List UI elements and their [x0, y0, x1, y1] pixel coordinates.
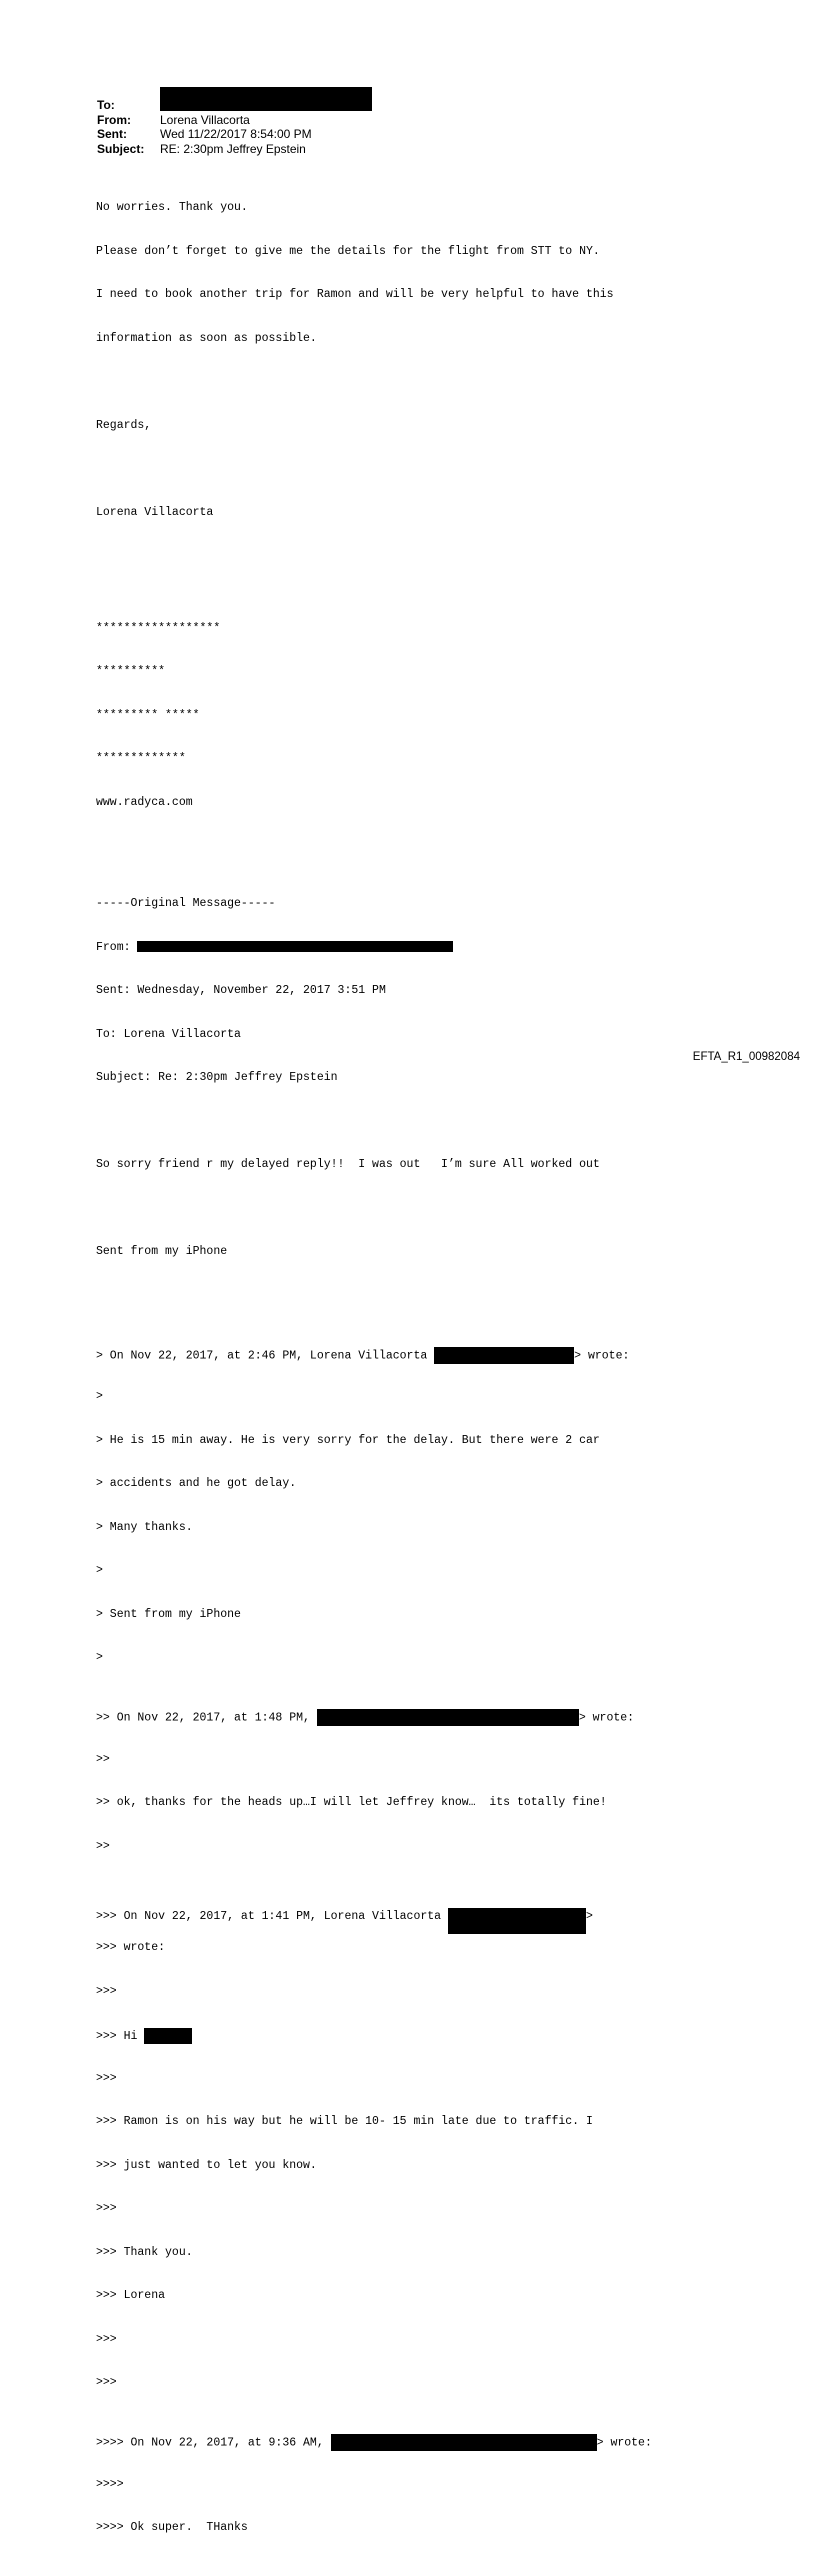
- redaction-email: [331, 2434, 597, 2451]
- quote-line: > Sent from my iPhone: [96, 1607, 241, 1621]
- quote-line: >>>: [96, 2071, 117, 2085]
- redaction-original-from: [137, 941, 453, 952]
- reply-text: So sorry friend r my delayed reply!! I was out I’m sure All worked out: [96, 1158, 600, 1171]
- quote-line: >: [96, 1564, 103, 1577]
- document-id: EFTA_R1_00982084: [692, 1051, 800, 1063]
- redaction-email: [434, 1347, 574, 1364]
- signature-stars: ******************: [96, 621, 221, 635]
- to-row: [97, 98, 372, 113]
- quote-line: [96, 2028, 652, 2043]
- regards: Regards,: [96, 418, 152, 432]
- sent-row: [97, 127, 372, 142]
- quote-text: >>> On Nov 22, 2017, at 1:41 PM, Lorena Villacorta: [96, 1909, 448, 1923]
- quote-line: >>> wrote:: [96, 1941, 166, 1954]
- quote-line: >>> Thank you.: [96, 2245, 193, 2259]
- quote-line: >>> just wanted to let you know.: [96, 2158, 317, 2172]
- quote-line: >>>: [96, 2202, 117, 2215]
- quote-line: >>> Lorena: [96, 2289, 166, 2302]
- from-value: Lorena Villacorta: [160, 112, 250, 127]
- from-row: [97, 113, 372, 128]
- quote-text: >>>> On Nov 22, 2017, at 9:36 AM,: [96, 2436, 331, 2450]
- quote-text: > On Nov 22, 2017, at 2:46 PM, Lorena Villacorta: [96, 1349, 435, 1363]
- quote-line: >> ok, thanks for the heads up…I will let Jeffrey know… its totally fine!: [96, 1796, 607, 1809]
- quote-text: >: [585, 1909, 593, 1923]
- to-label: To:: [97, 98, 115, 112]
- signature-website: www.radyca.com: [96, 795, 193, 809]
- quote-line: >>>: [96, 2376, 117, 2389]
- signature-stars: **********: [96, 665, 166, 678]
- email-body: [96, 172, 652, 2565]
- quote-line: [96, 1347, 652, 1362]
- quote-line: > He is 15 min away. He is very sorry for the delay. But there were 2 car: [96, 1433, 600, 1447]
- quote-line: >>> Ramon is on his way but he will be 10- 15 min late due to traffic. I: [96, 2115, 593, 2128]
- signature-stars: ********* *****: [96, 708, 200, 722]
- signature-stars: *************: [96, 752, 186, 765]
- redaction-to: [160, 87, 372, 111]
- quote-text: >> On Nov 22, 2017, at 1:48 PM,: [96, 1711, 317, 1725]
- quote-line: > accidents and he got delay.: [96, 1477, 297, 1490]
- quote-line: >>>> Ok super. THanks: [96, 2521, 248, 2534]
- body-line: I need to book another trip for Ramon and will be very helpful to have this: [96, 288, 614, 301]
- quote-text: >>> Hi: [96, 2030, 145, 2044]
- original-sent: Sent: Wednesday, November 22, 2017 3:51 PM: [96, 984, 386, 997]
- original-message-header: -----Original Message-----: [96, 897, 276, 910]
- original-to: To: Lorena Villacorta: [96, 1027, 241, 1041]
- quote-line: >: [96, 1390, 103, 1403]
- sent-label: Sent:: [97, 127, 127, 141]
- original-from: [96, 941, 652, 956]
- redaction-email: [448, 1908, 586, 1934]
- quote-text: > wrote:: [574, 1349, 630, 1363]
- subject-label: Subject:: [97, 141, 145, 156]
- sent-from-iphone: Sent from my iPhone: [96, 1245, 228, 1258]
- quote-line: >>: [96, 1752, 110, 1766]
- subject-row: [97, 142, 372, 157]
- redaction-name: [144, 2028, 192, 2044]
- email-header: [97, 98, 372, 156]
- quote-line: >>>: [96, 2332, 117, 2346]
- signature-name: Lorena Villacorta: [96, 505, 214, 519]
- quote-line: >>: [96, 1839, 110, 1853]
- quote-line: >>>>: [96, 2477, 124, 2491]
- quote-line: [96, 1709, 652, 1724]
- quote-text: > wrote:: [596, 2436, 652, 2450]
- body-line: No worries. Thank you.: [96, 201, 248, 214]
- quote-line: [96, 1898, 652, 1923]
- quote-line: >: [96, 1651, 103, 1664]
- original-subject: Subject: Re: 2:30pm Jeffrey Epstein: [96, 1071, 338, 1084]
- original-from-label: From:: [96, 940, 138, 954]
- quote-text: > wrote:: [578, 1711, 635, 1725]
- quote-line: > Many thanks.: [96, 1520, 193, 1534]
- body-line: Please don’t forget to give me the details for the flight from STT to NY.: [96, 244, 600, 258]
- sent-value: Wed 11/22/2017 8:54:00 PM: [160, 127, 312, 141]
- body-line: information as soon as possible.: [96, 331, 317, 345]
- quote-line: [96, 2434, 652, 2449]
- from-label: From:: [97, 112, 131, 127]
- subject-value: RE: 2:30pm Jeffrey Epstein: [160, 141, 306, 156]
- quote-line: >>>: [96, 1984, 117, 1998]
- redaction-email: [317, 1709, 579, 1726]
